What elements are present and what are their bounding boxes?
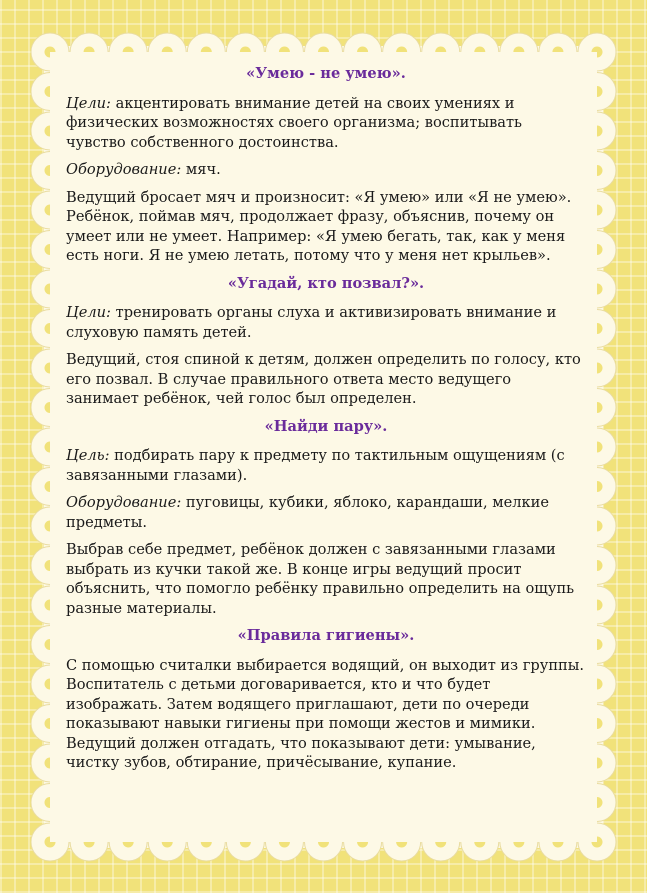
goal-label: Цели: — [66, 304, 111, 321]
game-description: Ведущий бросает мяч и произносит: «Я умею» или «Я не умею». Ребёнок, поймав мяч, продолжает фразу, объяснив, почему он умеет или не умеет. Например: «Я умею бегать, так, как у меня есть ноги. Я не умею летать, потому что у меня нет крыльев». — [66, 188, 572, 264]
game-goal — [66, 303, 586, 342]
game-equipment — [66, 493, 586, 532]
equipment-label: Оборудование: — [66, 161, 182, 178]
game-equipment — [66, 160, 586, 180]
game-title: «Угадай, кто позвал?». — [227, 274, 425, 292]
goal-text: акцентировать внимание детей на своих умениях и физических возможностях своего организма; воспитывать чувство собственного достоинства. — [66, 94, 523, 151]
game-goal — [66, 446, 586, 485]
game-goal — [66, 94, 586, 153]
goal-label: Цели: — [66, 94, 111, 112]
game-title: «Правила гигиены». — [237, 627, 415, 644]
game-title: «Найди пару». — [264, 417, 388, 435]
equipment-text: пуговицы, кубики, яблоко, карандаши, мелкие предметы. — [66, 494, 550, 531]
goal-label: Цель: — [66, 447, 110, 464]
game-description: Ведущий, стоя спиной к детям, должен определить по голосу, кто его позвал. В случае правильного ответа место ведущего занимает ребёнок, чей голос был определен. — [66, 351, 581, 407]
goal-text: тренировать органы слуха и активизировать внимание и слуховую память детей. — [66, 304, 557, 341]
goal-text: подбирать пару к предмету по тактильным ощущениям (с завязанными глазами). — [66, 447, 565, 484]
equipment-label: Оборудование: — [66, 494, 182, 511]
game-title: «Умею - не умею». — [246, 65, 406, 82]
document-body — [66, 56, 586, 781]
game-description: С помощью считалки выбирается водящий, он выходит из группы. Воспитатель с детьми договаривается, кто и что будет изображать. Затем водящего приглашают, дети по очереди показывают навыки гигиены при помощи жестов и мимики. Ведущий должен отгадать, что показывают дети: умывание, чистку зубов, обтирание, причёсывание, купание. — [66, 656, 585, 771]
equipment-text: мяч. — [181, 161, 221, 178]
game-description: Выбрав себе предмет, ребёнок должен с завязанными глазами выбрать из кучки такой же. В конце игры ведущий просит объяснить, что помогло ребёнку правильно определить на ощупь разные материалы. — [66, 541, 575, 617]
